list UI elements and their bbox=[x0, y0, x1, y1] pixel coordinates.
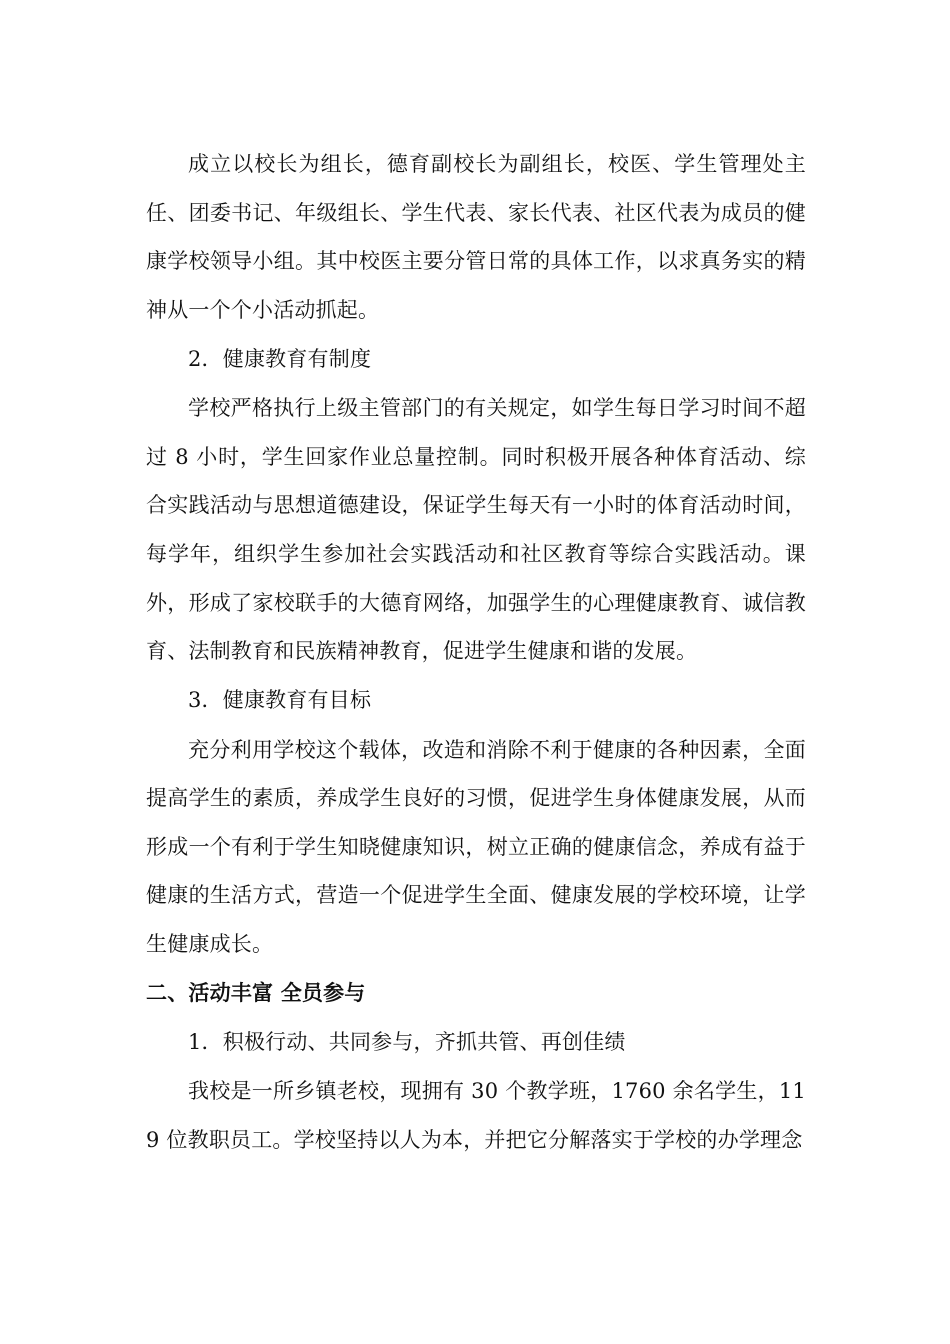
section-heading-activities: 二、活动丰富 全员参与 bbox=[146, 981, 366, 1006]
paragraph-leadership-group: 成立以校长为组长，德育副校长为副组长，校医、学生管理处主任、团委书记、年级组长、学生代表、家长代表、社区代表为成员的健康学校领导小组。其中校医主要分管日常的具体工作，以求真务实的精神从一个个小活动抓起。 bbox=[146, 152, 806, 322]
document-body bbox=[146, 140, 806, 1165]
heading-education-system: 2．健康教育有制度 bbox=[188, 346, 372, 371]
heading-active-participation: 1．积极行动、共同参与，齐抓共管、再创佳绩 bbox=[188, 1030, 626, 1055]
paragraph-education-system: 学校严格执行上级主管部门的有关规定，如学生每日学习时间不超过 8 小时，学生回家作业总量控制。同时积极开展各种体育活动、综合实践活动与思想道德建设，保证学生每天有一小时的体育活动时间，每学年，组织学生参加社会实践活动和社区教育等综合实践活动。课外，形成了家校联手的大德育网络，加强学生的心理健康教育、诚信教育、法制教育和民族精神教育，促进学生健康和谐的发展。 bbox=[146, 396, 806, 664]
paragraph-education-goal: 充分利用学校这个载体，改造和消除不利于健康的各种因素，全面提高学生的素质，养成学生良好的习惯，促进学生身体健康发展，从而形成一个有利于学生知晓健康知识，树立正确的健康信念，养成有益于健康的生活方式，营造一个促进学生全面、健康发展的学校环境，让学生健康成长。 bbox=[146, 737, 806, 956]
heading-education-goal: 3．健康教育有目标 bbox=[188, 688, 372, 713]
paragraph-school-overview: 我校是一所乡镇老校，现拥有 30 个教学班，1760 余名学生，119 位教职员工。学校坚持以人为本，并把它分解落实于学校的办学理念 bbox=[146, 1079, 806, 1153]
